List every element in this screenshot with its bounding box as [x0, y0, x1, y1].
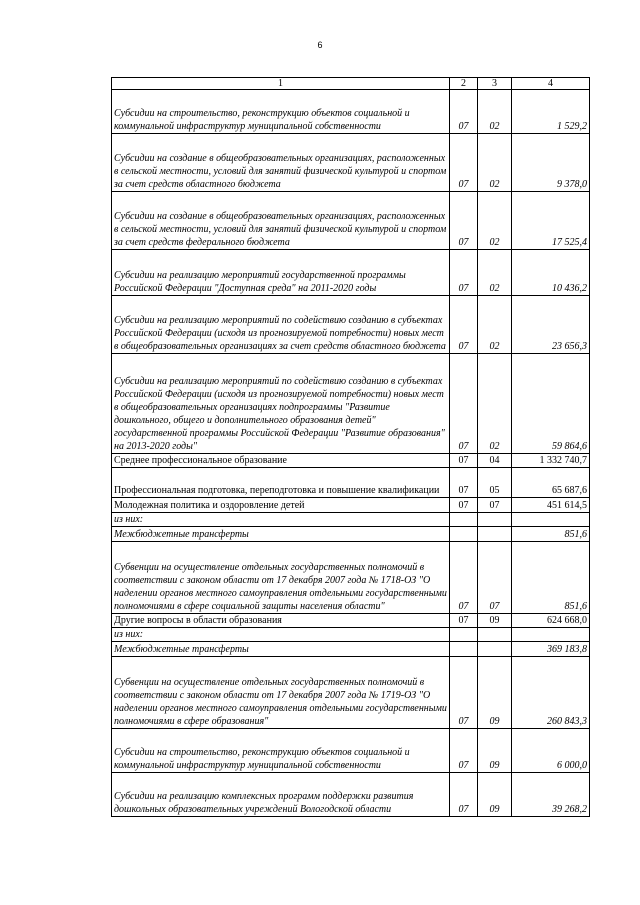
row-name-cell: Межбюджетные трансферты	[112, 527, 450, 542]
table-row	[112, 354, 590, 454]
row-subsection-cell: 02	[478, 250, 512, 296]
row-name-cell: из них:	[112, 513, 450, 527]
row-name-cell: Субсидии на реализацию мероприятий по содействию созданию в субъектах Российской Федерации (исходя из прогнозируемой потребности) новых мест в общеобразовательных организациях за счет средств областного бюджета	[112, 296, 450, 354]
row-section-cell: 07	[450, 296, 478, 354]
row-subsection-cell: 09	[478, 729, 512, 773]
row-amount-cell: 451 614,5	[512, 498, 590, 513]
row-subsection-cell: 02	[478, 192, 512, 250]
row-amount-cell: 851,6	[512, 542, 590, 614]
row-name-cell: из них:	[112, 628, 450, 642]
table-row	[112, 628, 590, 642]
row-amount-cell: 369 183,8	[512, 642, 590, 657]
row-section-cell	[450, 527, 478, 542]
row-name-cell: Субсидии на создание в общеобразовательных организациях, расположенных в сельской местности, условий для занятий физической культурой и спортом за счет средств федерального бюджета	[112, 192, 450, 250]
header-col-1: 1	[112, 78, 450, 90]
table-row	[112, 542, 590, 614]
row-amount-cell: 1 332 740,7	[512, 454, 590, 468]
row-amount-cell: 59 864,6	[512, 354, 590, 454]
row-name-cell: Субвенции на осуществление отдельных государственных полномочий в соответствии с законом области от 17 декабря 2007 года № 1719-ОЗ "О наделении органов местного самоуправления отдельными государственными полномочиями в сфере образования"	[112, 657, 450, 729]
table-header-row	[112, 78, 590, 90]
row-section-cell: 07	[450, 192, 478, 250]
row-amount-cell: 260 843,3	[512, 657, 590, 729]
page-number: 6	[317, 40, 323, 50]
header-col-3: 3	[478, 78, 512, 90]
table-row	[112, 773, 590, 817]
row-section-cell: 07	[450, 354, 478, 454]
table-row	[112, 134, 590, 192]
row-name-cell: Субвенции на осуществление отдельных государственных полномочий в соответствии с законом области от 17 декабря 2007 года № 1718-ОЗ "О наделении органов местного самоуправления отдельными государственными полномочиями в сфере социальной защиты населения области"	[112, 542, 450, 614]
table-row	[112, 614, 590, 628]
row-name-cell: Субсидии на реализацию мероприятий государственной программы Российской Федерации "Доступная среда" на 2011-2020 годы	[112, 250, 450, 296]
row-section-cell: 07	[450, 773, 478, 817]
row-subsection-cell: 07	[478, 542, 512, 614]
row-amount-cell: 10 436,2	[512, 250, 590, 296]
row-amount-cell	[512, 628, 590, 642]
row-section-cell: 07	[450, 134, 478, 192]
row-amount-cell: 6 000,0	[512, 729, 590, 773]
row-name-cell: Другие вопросы в области образования	[112, 614, 450, 628]
row-amount-cell: 17 525,4	[512, 192, 590, 250]
row-section-cell: 07	[450, 498, 478, 513]
row-amount-cell: 65 687,6	[512, 468, 590, 498]
table-row	[112, 296, 590, 354]
row-amount-cell	[512, 513, 590, 527]
row-section-cell	[450, 628, 478, 642]
table-row	[112, 657, 590, 729]
budget-table	[111, 77, 590, 817]
row-subsection-cell	[478, 513, 512, 527]
row-section-cell: 07	[450, 542, 478, 614]
table-row	[112, 527, 590, 542]
row-name-cell: Субсидии на создание в общеобразовательных организациях, расположенных в сельской местности, условий для занятий физической культурой и спортом за счет средств областного бюджета	[112, 134, 450, 192]
row-name-cell: Субсидии на строительство, реконструкцию объектов социальной и коммунальной инфраструктур муниципальной собственности	[112, 729, 450, 773]
row-subsection-cell: 02	[478, 90, 512, 134]
row-name-cell: Субсидии на строительство, реконструкцию объектов социальной и коммунальной инфраструктур муниципальной собственности	[112, 90, 450, 134]
row-subsection-cell	[478, 527, 512, 542]
header-col-2: 2	[450, 78, 478, 90]
row-name-cell: Среднее профессиональное образование	[112, 454, 450, 468]
row-name-cell: Профессиональная подготовка, переподготовка и повышение квалификации	[112, 468, 450, 498]
table-row	[112, 498, 590, 513]
row-amount-cell: 851,6	[512, 527, 590, 542]
row-name-cell: Молодежная политика и оздоровление детей	[112, 498, 450, 513]
row-subsection-cell: 02	[478, 296, 512, 354]
row-amount-cell: 23 656,3	[512, 296, 590, 354]
row-section-cell: 07	[450, 454, 478, 468]
row-subsection-cell: 09	[478, 614, 512, 628]
row-subsection-cell: 05	[478, 468, 512, 498]
table-row	[112, 642, 590, 657]
row-subsection-cell: 09	[478, 657, 512, 729]
row-amount-cell: 1 529,2	[512, 90, 590, 134]
row-name-cell: Субсидии на реализацию мероприятий по содействию созданию в субъектах Российской Федерации (исходя из прогнозируемой потребности) новых мест в общеобразовательных организациях подпрограммы "Развитие дошкольного, общего и дополнительного образования детей" государственной программы Российской Федерации "Развитие образования" на 2013-2020 годы"	[112, 354, 450, 454]
row-section-cell: 07	[450, 614, 478, 628]
header-col-4: 4	[512, 78, 590, 90]
row-subsection-cell: 09	[478, 773, 512, 817]
row-subsection-cell	[478, 628, 512, 642]
row-subsection-cell	[478, 642, 512, 657]
row-amount-cell: 624 668,0	[512, 614, 590, 628]
row-section-cell: 07	[450, 729, 478, 773]
row-subsection-cell: 02	[478, 354, 512, 454]
table-row	[112, 454, 590, 468]
table-row	[112, 729, 590, 773]
row-subsection-cell: 04	[478, 454, 512, 468]
row-name-cell: Межбюджетные трансферты	[112, 642, 450, 657]
row-section-cell	[450, 642, 478, 657]
row-amount-cell: 9 378,0	[512, 134, 590, 192]
table-row	[112, 468, 590, 498]
row-section-cell: 07	[450, 468, 478, 498]
table-row	[112, 250, 590, 296]
row-section-cell: 07	[450, 90, 478, 134]
row-section-cell: 07	[450, 657, 478, 729]
table-row	[112, 513, 590, 527]
table-row	[112, 192, 590, 250]
row-amount-cell: 39 268,2	[512, 773, 590, 817]
row-subsection-cell: 07	[478, 498, 512, 513]
row-subsection-cell: 02	[478, 134, 512, 192]
table-row	[112, 90, 590, 134]
row-section-cell	[450, 513, 478, 527]
row-name-cell: Субсидии на реализацию комплексных программ поддержки развития дошкольных образовательных учреждений Вологодской области	[112, 773, 450, 817]
row-section-cell: 07	[450, 250, 478, 296]
